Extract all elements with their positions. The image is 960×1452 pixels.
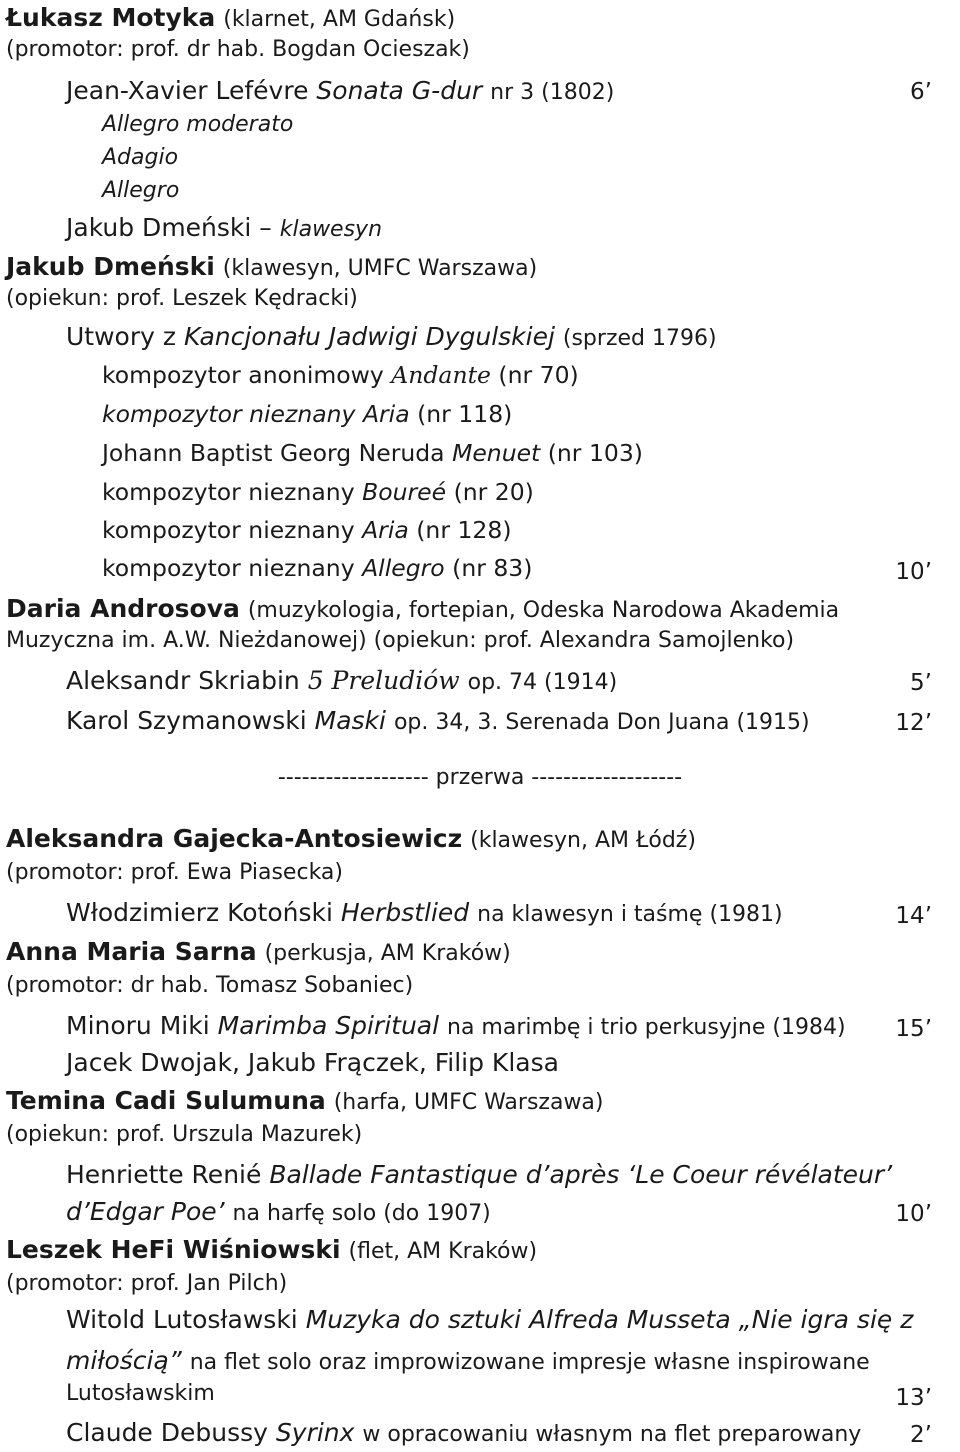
- piece-duration: 10’: [895, 1201, 932, 1227]
- piece-duration: 13’: [895, 1385, 932, 1411]
- movement: Adagio: [102, 145, 179, 170]
- performer-heading: Łukasz Motyka (klarnet, AM Gdańsk): [6, 3, 456, 32]
- performer-heading: Jakub Dmeński (klawesyn, UMFC Warszawa): [6, 252, 538, 281]
- piece-line: Jean-Xavier Lefévre Sonata G-dur nr 3 (1802): [66, 76, 615, 105]
- movement: Allegro: [102, 178, 180, 203]
- piece-line: Minoru Miki Marimba Spiritual na marimbę i trio perkusyjne (1984): [66, 1011, 846, 1040]
- piece-duration: 15’: [895, 1016, 932, 1042]
- piece-duration: 10’: [895, 559, 932, 585]
- performer-supervisor: (promotor: dr hab. Tomasz Sobaniec): [6, 973, 414, 998]
- piece-line: Włodzimierz Kotoński Herbstlied na klawesyn i taśmę (1981): [66, 898, 783, 927]
- performer-supervisor: (opiekun: prof. Urszula Mazurek): [6, 1122, 363, 1147]
- piece-line: Henriette Renié Ballade Fantastique d’après ‘Le Coeur révélateur’: [66, 1160, 893, 1189]
- piece-line: Karol Szymanowski Maski op. 34, 3. Serenada Don Juana (1915): [66, 706, 810, 735]
- piece-line: d’Edgar Poe’ na harfę solo (do 1907): [66, 1197, 491, 1226]
- accompanist-line: Jakub Dmeński – klawesyn: [66, 213, 383, 242]
- piece-line: miłością” na flet solo oraz improwizowane impresje własne inspirowane: [66, 1346, 870, 1375]
- ensemble-line: Jacek Dwojak, Jakub Frączek, Filip Klasa: [66, 1048, 559, 1077]
- piece-line: Aleksandr Skriabin 5 Preludiów op. 74 (1914): [66, 666, 618, 695]
- piece-line: Claude Debussy Syrinx w opracowaniu własnym na flet preparowany: [66, 1418, 862, 1447]
- piece-line: Witold Lutosławski Muzyka do sztuki Alfreda Musseta „Nie igra się z: [66, 1305, 914, 1334]
- performer-heading: Leszek HeFi Wiśniowski (flet, AM Kraków): [6, 1235, 538, 1264]
- piece-duration: 14’: [895, 903, 932, 929]
- performer-heading: Anna Maria Sarna (perkusja, AM Kraków): [6, 937, 511, 966]
- sub-piece: kompozytor nieznany Aria (nr 118): [102, 400, 513, 428]
- piece-duration: 5’: [910, 670, 932, 696]
- performer-supervisor: (opiekun: prof. Leszek Kędracki): [6, 286, 358, 311]
- performer-heading: Aleksandra Gajecka-Antosiewicz (klawesyn, AM Łódź): [6, 824, 696, 853]
- piece-duration: 6’: [910, 79, 932, 105]
- movement: Allegro moderato: [102, 112, 294, 137]
- performer-supervisor: (promotor: prof. dr hab. Bogdan Ocieszak): [6, 37, 470, 62]
- piece-line: Utwory z Kancjonału Jadwigi Dygulskiej (sprzed 1796): [66, 322, 717, 351]
- performer-heading: Temina Cadi Sulumuna (harfa, UMFC Warszawa): [6, 1086, 604, 1115]
- piece-line: Lutosławskim: [66, 1381, 215, 1406]
- intermission: ------------------- przerwa -------------------: [277, 765, 683, 790]
- piece-duration: 2’: [910, 1422, 932, 1448]
- sub-piece: Johann Baptist Georg Neruda Menuet (nr 103): [102, 439, 643, 467]
- performer-supervisor: (promotor: prof. Jan Pilch): [6, 1271, 288, 1296]
- performer-supervisor: (promotor: prof. Ewa Piasecka): [6, 860, 343, 885]
- performer-heading: Daria Androsova (muzykologia, fortepian, Odeska Narodowa Akademia: [6, 594, 840, 623]
- performer-supervisor: Muzyczna im. A.W. Nieżdanowej) (opiekun: prof. Alexandra Samojlenko): [6, 628, 795, 653]
- sub-piece: kompozytor nieznany Aria (nr 128): [102, 516, 512, 544]
- sub-piece: kompozytor nieznany Allegro (nr 83): [102, 554, 533, 582]
- piece-duration: 12’: [895, 710, 932, 736]
- sub-piece: kompozytor nieznany Boureé (nr 20): [102, 478, 534, 506]
- sub-piece: kompozytor anonimowy Andante (nr 70): [102, 361, 579, 389]
